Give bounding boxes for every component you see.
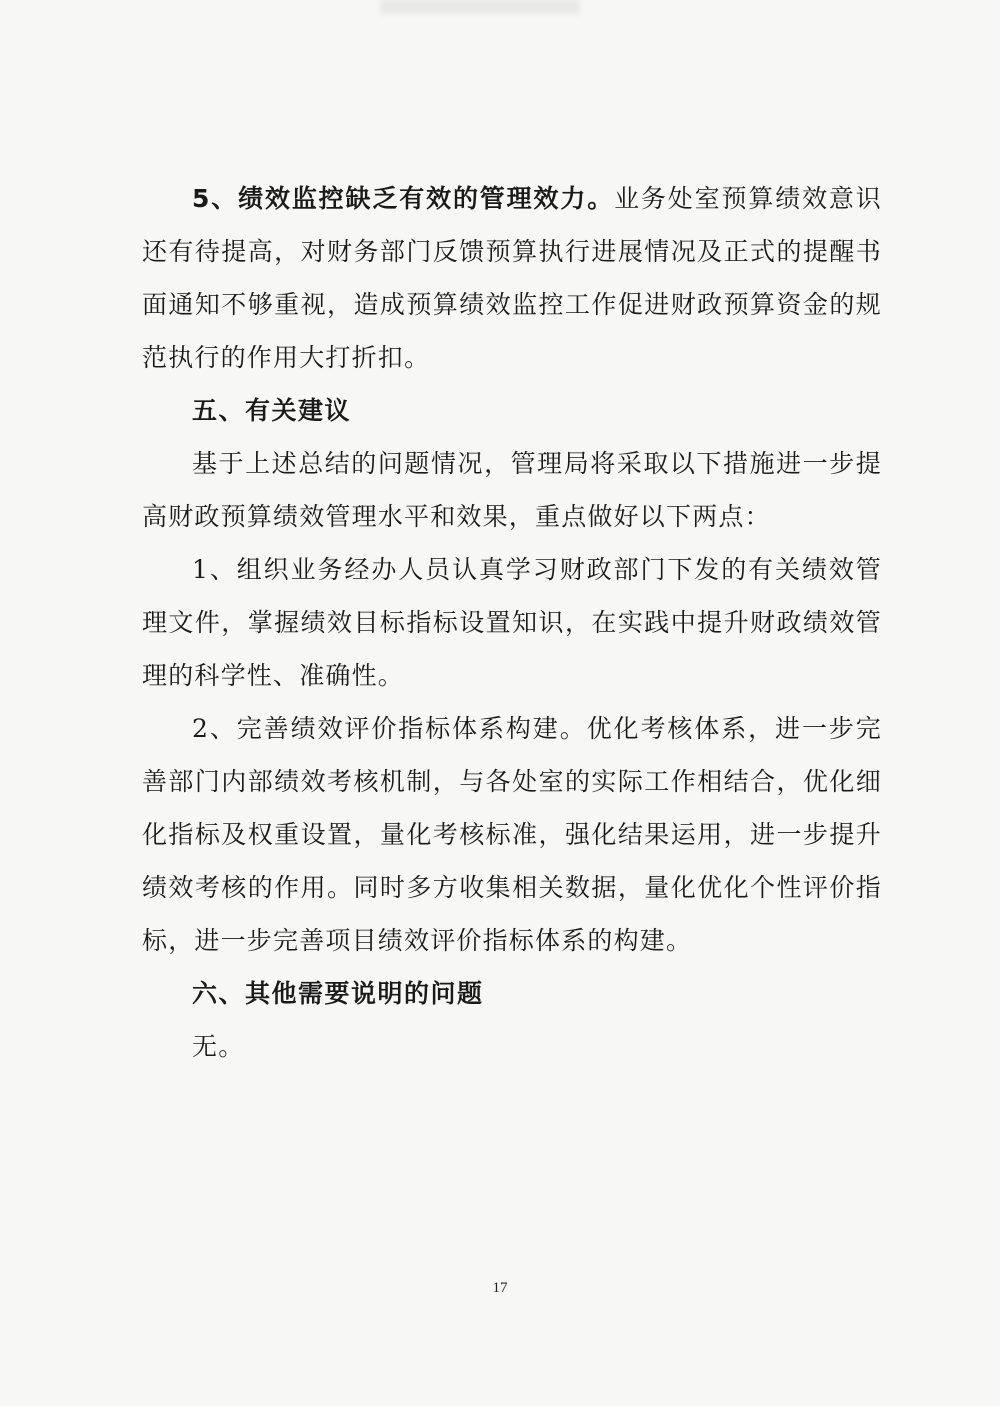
item-5-lead: 5、绩效监控缺乏有效的管理效力。 bbox=[192, 184, 615, 213]
section-5-heading: 五、有关建议 bbox=[192, 396, 352, 425]
page-number: 17 bbox=[492, 1280, 508, 1296]
scan-artifact bbox=[380, 0, 580, 14]
section-6-heading: 六、其他需要说明的问题 bbox=[192, 979, 484, 1008]
section-5-point-2: 2、完善绩效评价指标体系构建。优化考核体系，进一步完善部门内部绩效考核机制，与各处室的实际工作相结合，优化细化指标及权重设置，量化考核标准，强化结果运用，进一步提升绩效考核的作用。同时多方收集相关数据，量化优化个性评价指标，进一步完善项目绩效评价指标体系的构建。 bbox=[142, 714, 882, 955]
paragraph-item-5 bbox=[142, 172, 882, 384]
section-5-intro: 基于上述总结的问题情况，管理局将采取以下措施进一步提高财政预算绩效管理水平和效果，重点做好以下两点： bbox=[142, 449, 882, 531]
section-6-body: 无。 bbox=[192, 1032, 245, 1061]
section-5-point-1: 1、组织业务经办人员认真学习财政部门下发的有关绩效管理文件，掌握绩效目标指标设置知识，在实践中提升财政绩效管理的科学性、准确性。 bbox=[142, 555, 882, 690]
document-body bbox=[142, 172, 882, 1073]
item-5-body: 业务处室预算绩效意识还有待提高，对财务部门反馈预算执行进展情况及正式的提醒书面通知不够重视，造成预算绩效监控工作促进财政预算资金的规范执行的作用大打折扣。 bbox=[142, 184, 882, 372]
